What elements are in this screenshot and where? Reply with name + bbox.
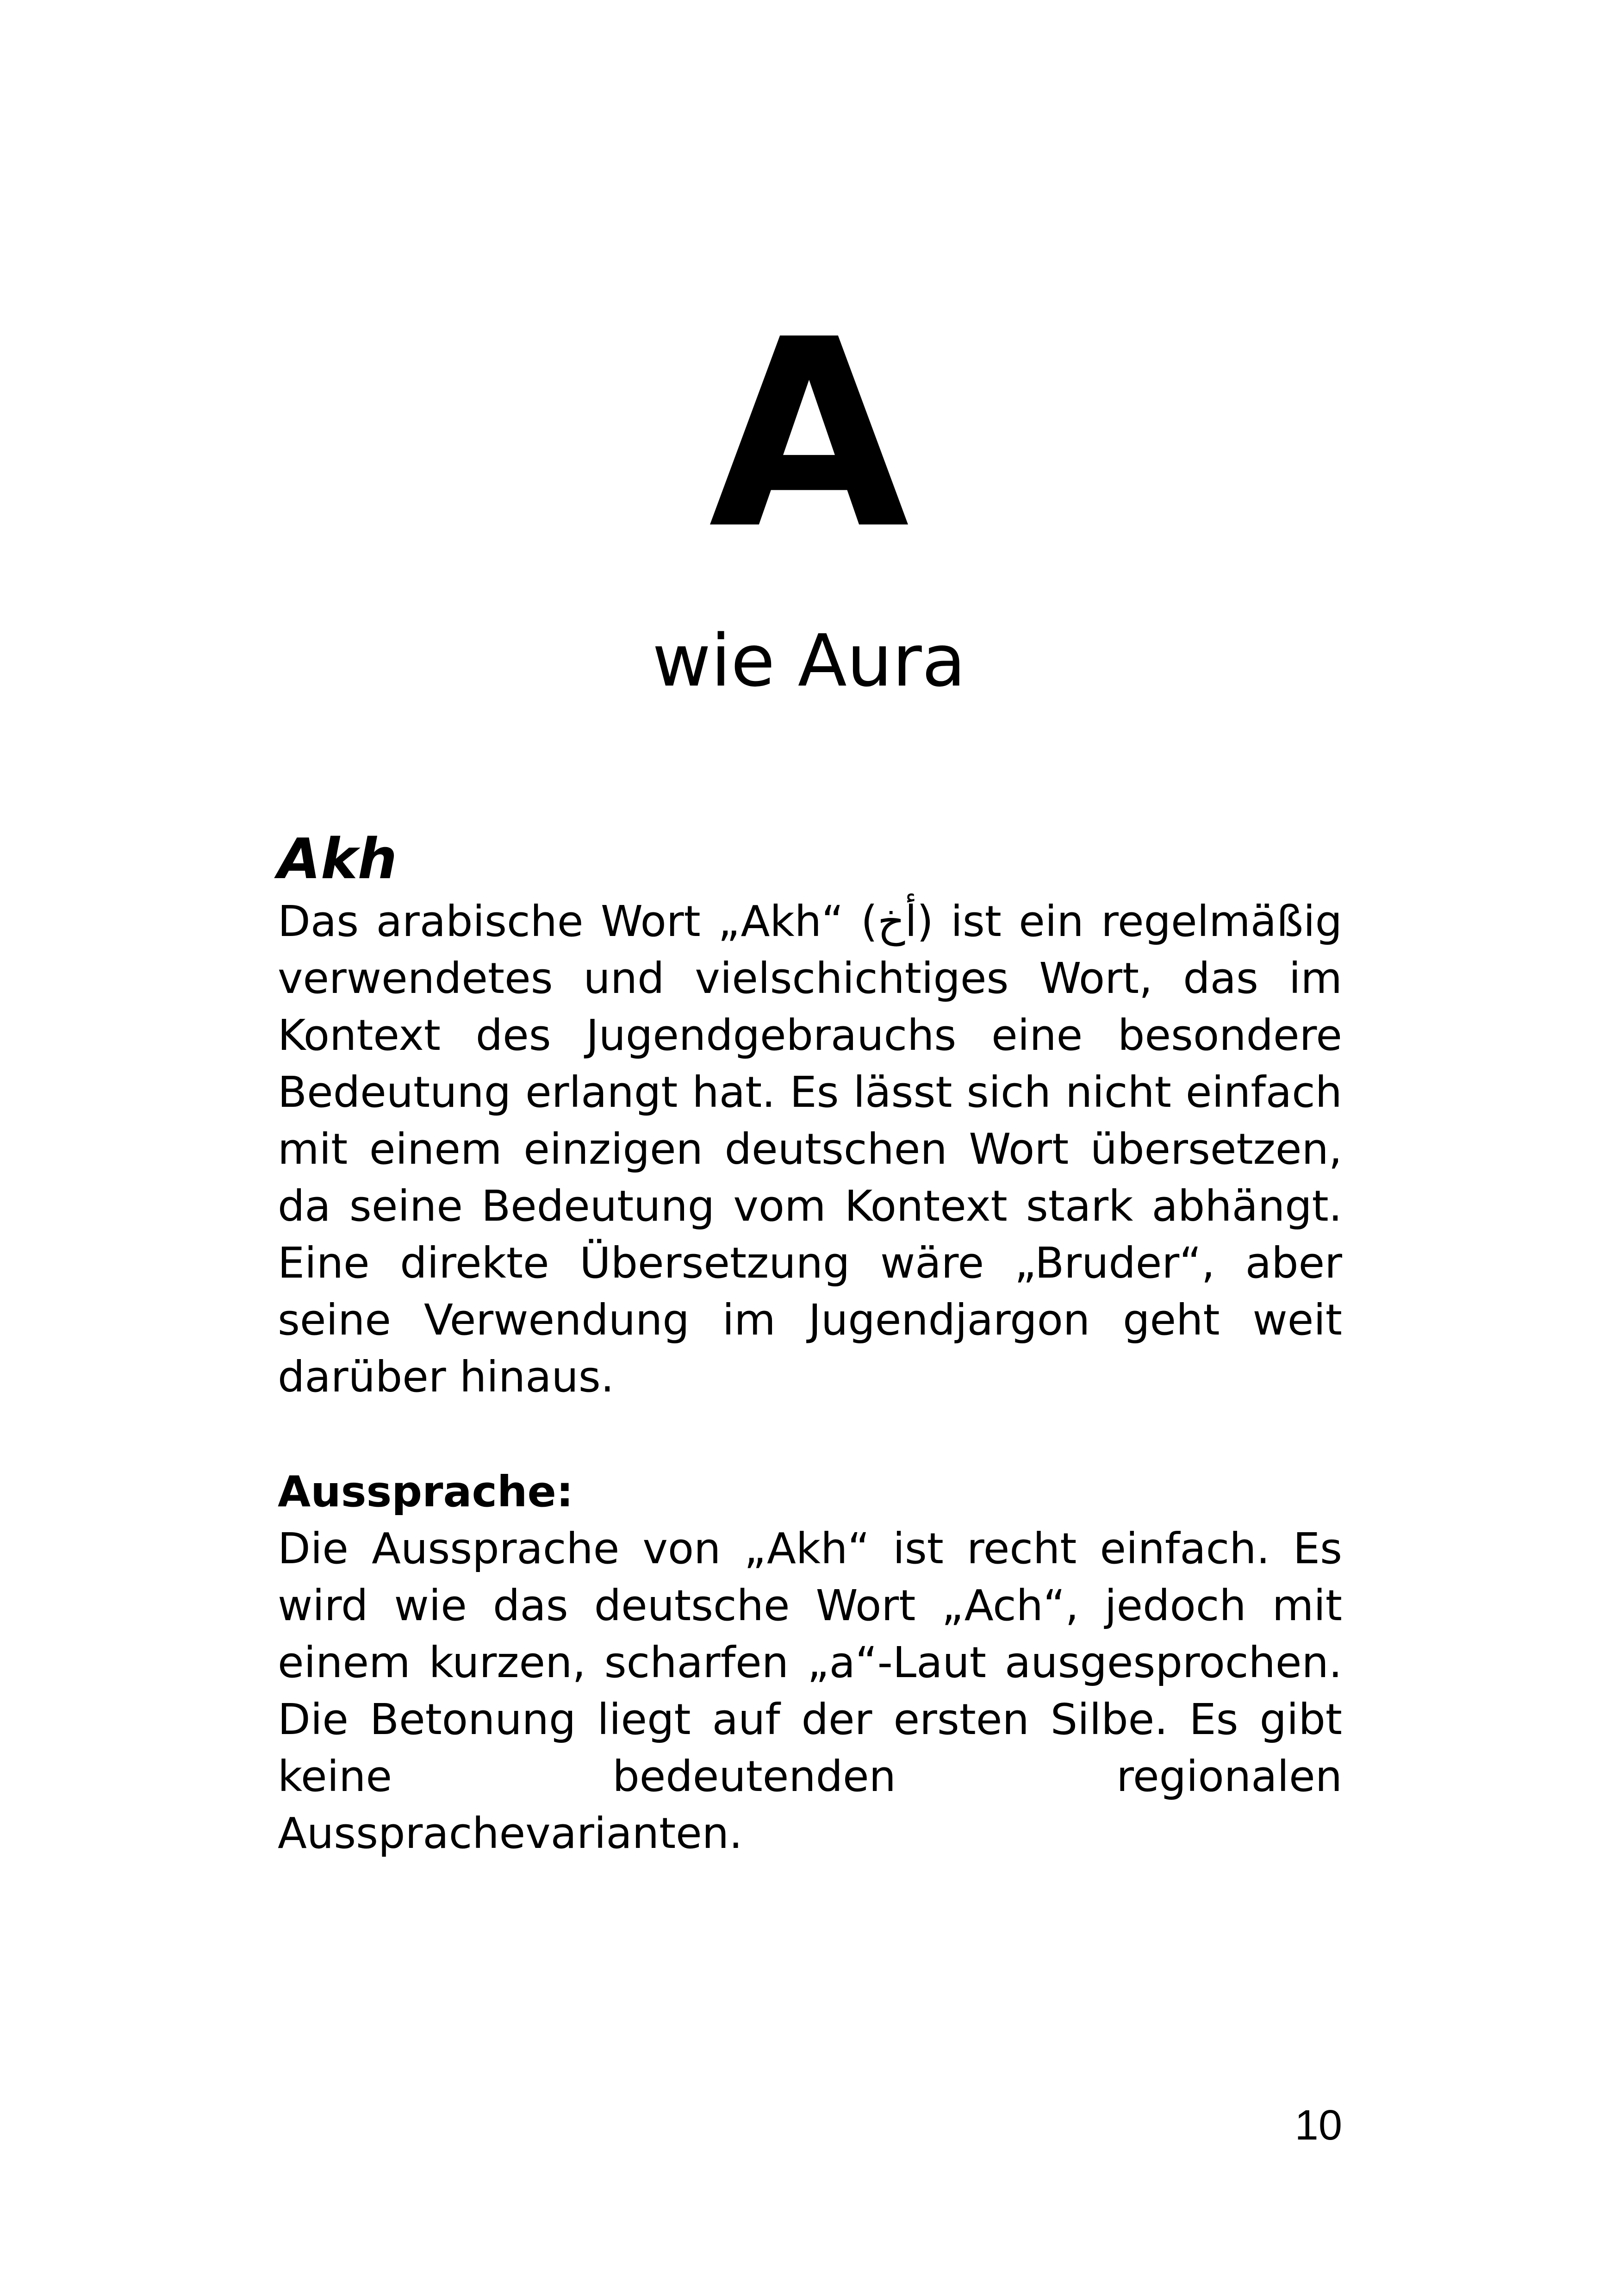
chapter-subtitle: wie Aura	[652, 619, 966, 703]
description-text-rest: ) ist ein regelmäßig verwendetes und vielschichtiges Wort, das im Kontext des Jugendgebrauchs eine besondere Bedeutung erlangt hat. Es lässt sich nicht einfach mit einem einzigen deutschen Wort übersetzen, da seine Bedeutung vom Kontext stark abhängt. Eine direkte Übersetzung wäre „Bruder“, aber seine Verwendung im Jugendjargon geht weit darüber hinaus.	[278, 897, 1343, 1402]
description-text-start: Das arabische Wort „Akh“ (	[278, 897, 877, 946]
pronunciation-heading: Aussprache:	[278, 1467, 573, 1516]
entry-title: Akh	[278, 827, 398, 892]
entry-description	[278, 893, 1342, 1405]
page-number: 10	[1294, 2102, 1342, 2149]
pronunciation-text: Die Aussprache von „Akh“ ist recht einfach. Es wird wie das deutsche Wort „Ach“, jedoch mit einem kurzen, scharfen „a“-Laut ausgesprochen. Die Betonung liegt auf der ersten Silbe. Es gibt keine bedeutenden regionalen Aussprachevarianten.	[278, 1524, 1342, 1858]
arabic-word: أخ	[877, 897, 917, 946]
chapter-letter: A	[709, 284, 909, 586]
entry-content	[278, 826, 1342, 1862]
